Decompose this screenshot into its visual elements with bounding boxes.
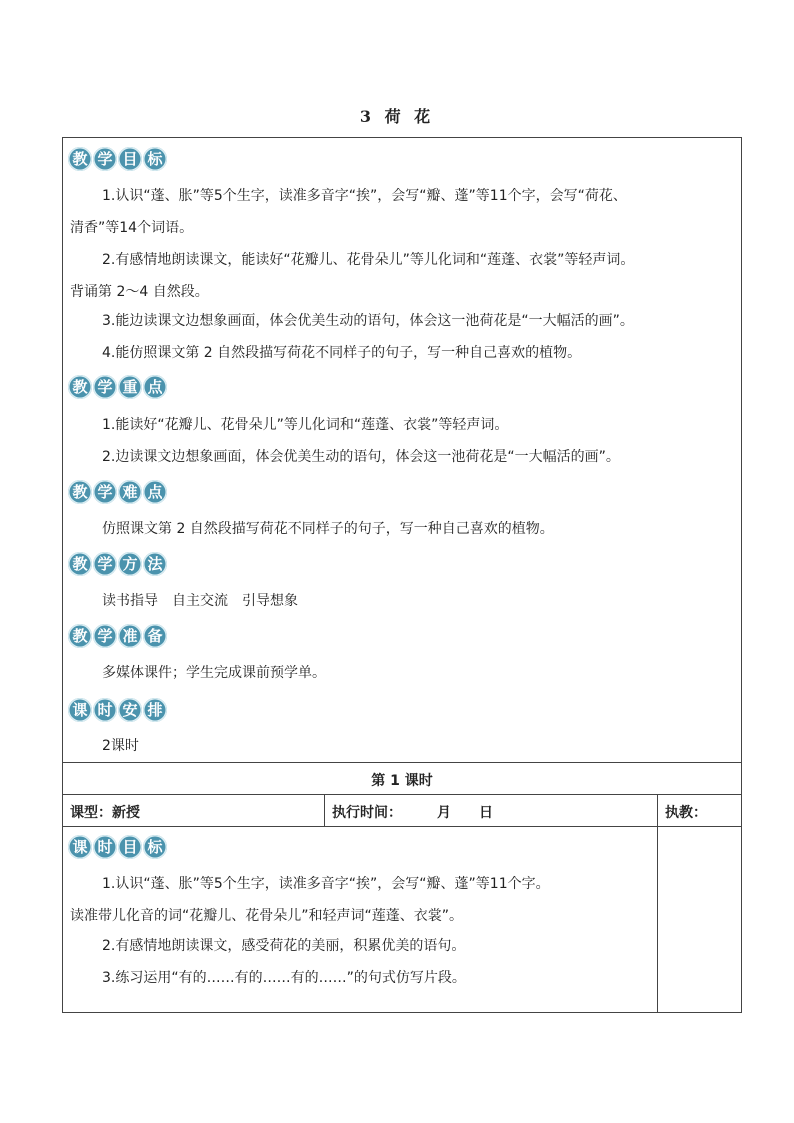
section-badge-teaching-goals <box>68 147 167 171</box>
badge-char: 标 <box>143 835 167 859</box>
column-divider <box>657 794 658 1013</box>
execution-time: 执行时间： 月 日 <box>332 805 493 821</box>
badge-char: 学 <box>93 147 117 171</box>
lesson-goal-line: 读准带儿化音的词“花瓣儿、花骨朵儿”和轻声词“莲蓬、衣裳”。 <box>70 908 464 924</box>
badge-char: 点 <box>143 480 167 504</box>
badge-char: 备 <box>143 624 167 648</box>
badge-char: 目 <box>118 835 142 859</box>
divider-line <box>62 826 742 827</box>
badge-char: 标 <box>143 147 167 171</box>
column-divider <box>324 794 325 826</box>
badge-char: 排 <box>143 698 167 722</box>
goal-line: 背诵第 2～4 自然段。 <box>70 284 209 300</box>
lesson-goal-line: 1.认识“蓬、胀”等5个生字，读准多音字“挨”，会写“瓣、蓬”等11个字。 <box>102 876 550 892</box>
section-badge-key-points <box>68 375 167 399</box>
badge-char: 课 <box>68 835 92 859</box>
badge-char: 学 <box>93 624 117 648</box>
goal-line: 4.能仿照课文第 2 自然段描写荷花不同样子的句子，写一种自己喜欢的植物。 <box>102 345 582 361</box>
badge-char: 教 <box>68 552 92 576</box>
page-title: 3 荷 花 <box>359 107 435 126</box>
badge-char: 难 <box>118 480 142 504</box>
key-point-line: 1.能读好“花瓣儿、花骨朵儿”等儿化词和“莲蓬、衣裳”等轻声词。 <box>102 417 509 433</box>
badge-char: 学 <box>93 375 117 399</box>
difficulty-text: 仿照课文第 2 自然段描写荷花不同样子的句子，写一种自己喜欢的植物。 <box>102 521 554 537</box>
badge-char: 安 <box>118 698 142 722</box>
badge-char: 目 <box>118 147 142 171</box>
lesson-type: 课型：新授 <box>70 805 140 821</box>
method-text: 读书指导 自主交流 引导想象 <box>102 593 298 609</box>
goal-line: 1.认识“蓬、胀”等5个生字，读准多音字“挨”，会写“瓣、蓬”等11个字，会写“荷花、 <box>102 188 627 204</box>
lesson-heading: 第 1 课时 <box>371 773 433 789</box>
badge-char: 教 <box>68 375 92 399</box>
lesson-goal-line: 2.有感情地朗读课文，感受荷花的美丽，积累优美的语句。 <box>102 938 466 954</box>
section-badge-lesson-goals <box>68 835 167 859</box>
goal-line: 3.能边读课文边想象画面，体会优美生动的语句，体会这一池荷花是“一大幅活的画”。 <box>102 313 634 329</box>
badge-char: 方 <box>118 552 142 576</box>
badge-char: 准 <box>118 624 142 648</box>
goal-line: 2.有感情地朗读课文，能读好“花瓣儿、花骨朵儿”等儿化词和“莲蓬、衣裳”等轻声词。 <box>102 252 635 268</box>
schedule-text: 2课时 <box>102 738 139 754</box>
section-badge-schedule <box>68 698 167 722</box>
badge-char: 法 <box>143 552 167 576</box>
preparation-text: 多媒体课件；学生完成课前预学单。 <box>102 665 326 681</box>
teacher-label: 执教： <box>665 805 707 821</box>
section-badge-preparation <box>68 624 167 648</box>
badge-char: 时 <box>93 835 117 859</box>
divider-line <box>62 794 742 795</box>
badge-char: 教 <box>68 147 92 171</box>
section-badge-difficulty <box>68 480 167 504</box>
divider-line <box>62 762 742 763</box>
key-point-line: 2.边读课文边想象画面，体会优美生动的语句，体会这一池荷花是“一大幅活的画”。 <box>102 449 620 465</box>
badge-char: 教 <box>68 480 92 504</box>
lesson-goal-line: 3.练习运用“有的……有的……有的……”的句式仿写片段。 <box>102 970 466 986</box>
badge-char: 教 <box>68 624 92 648</box>
badge-char: 时 <box>93 698 117 722</box>
badge-char: 重 <box>118 375 142 399</box>
section-badge-method <box>68 552 167 576</box>
goal-line: 清香”等14个词语。 <box>70 220 194 236</box>
badge-char: 学 <box>93 552 117 576</box>
badge-char: 课 <box>68 698 92 722</box>
badge-char: 学 <box>93 480 117 504</box>
badge-char: 点 <box>143 375 167 399</box>
